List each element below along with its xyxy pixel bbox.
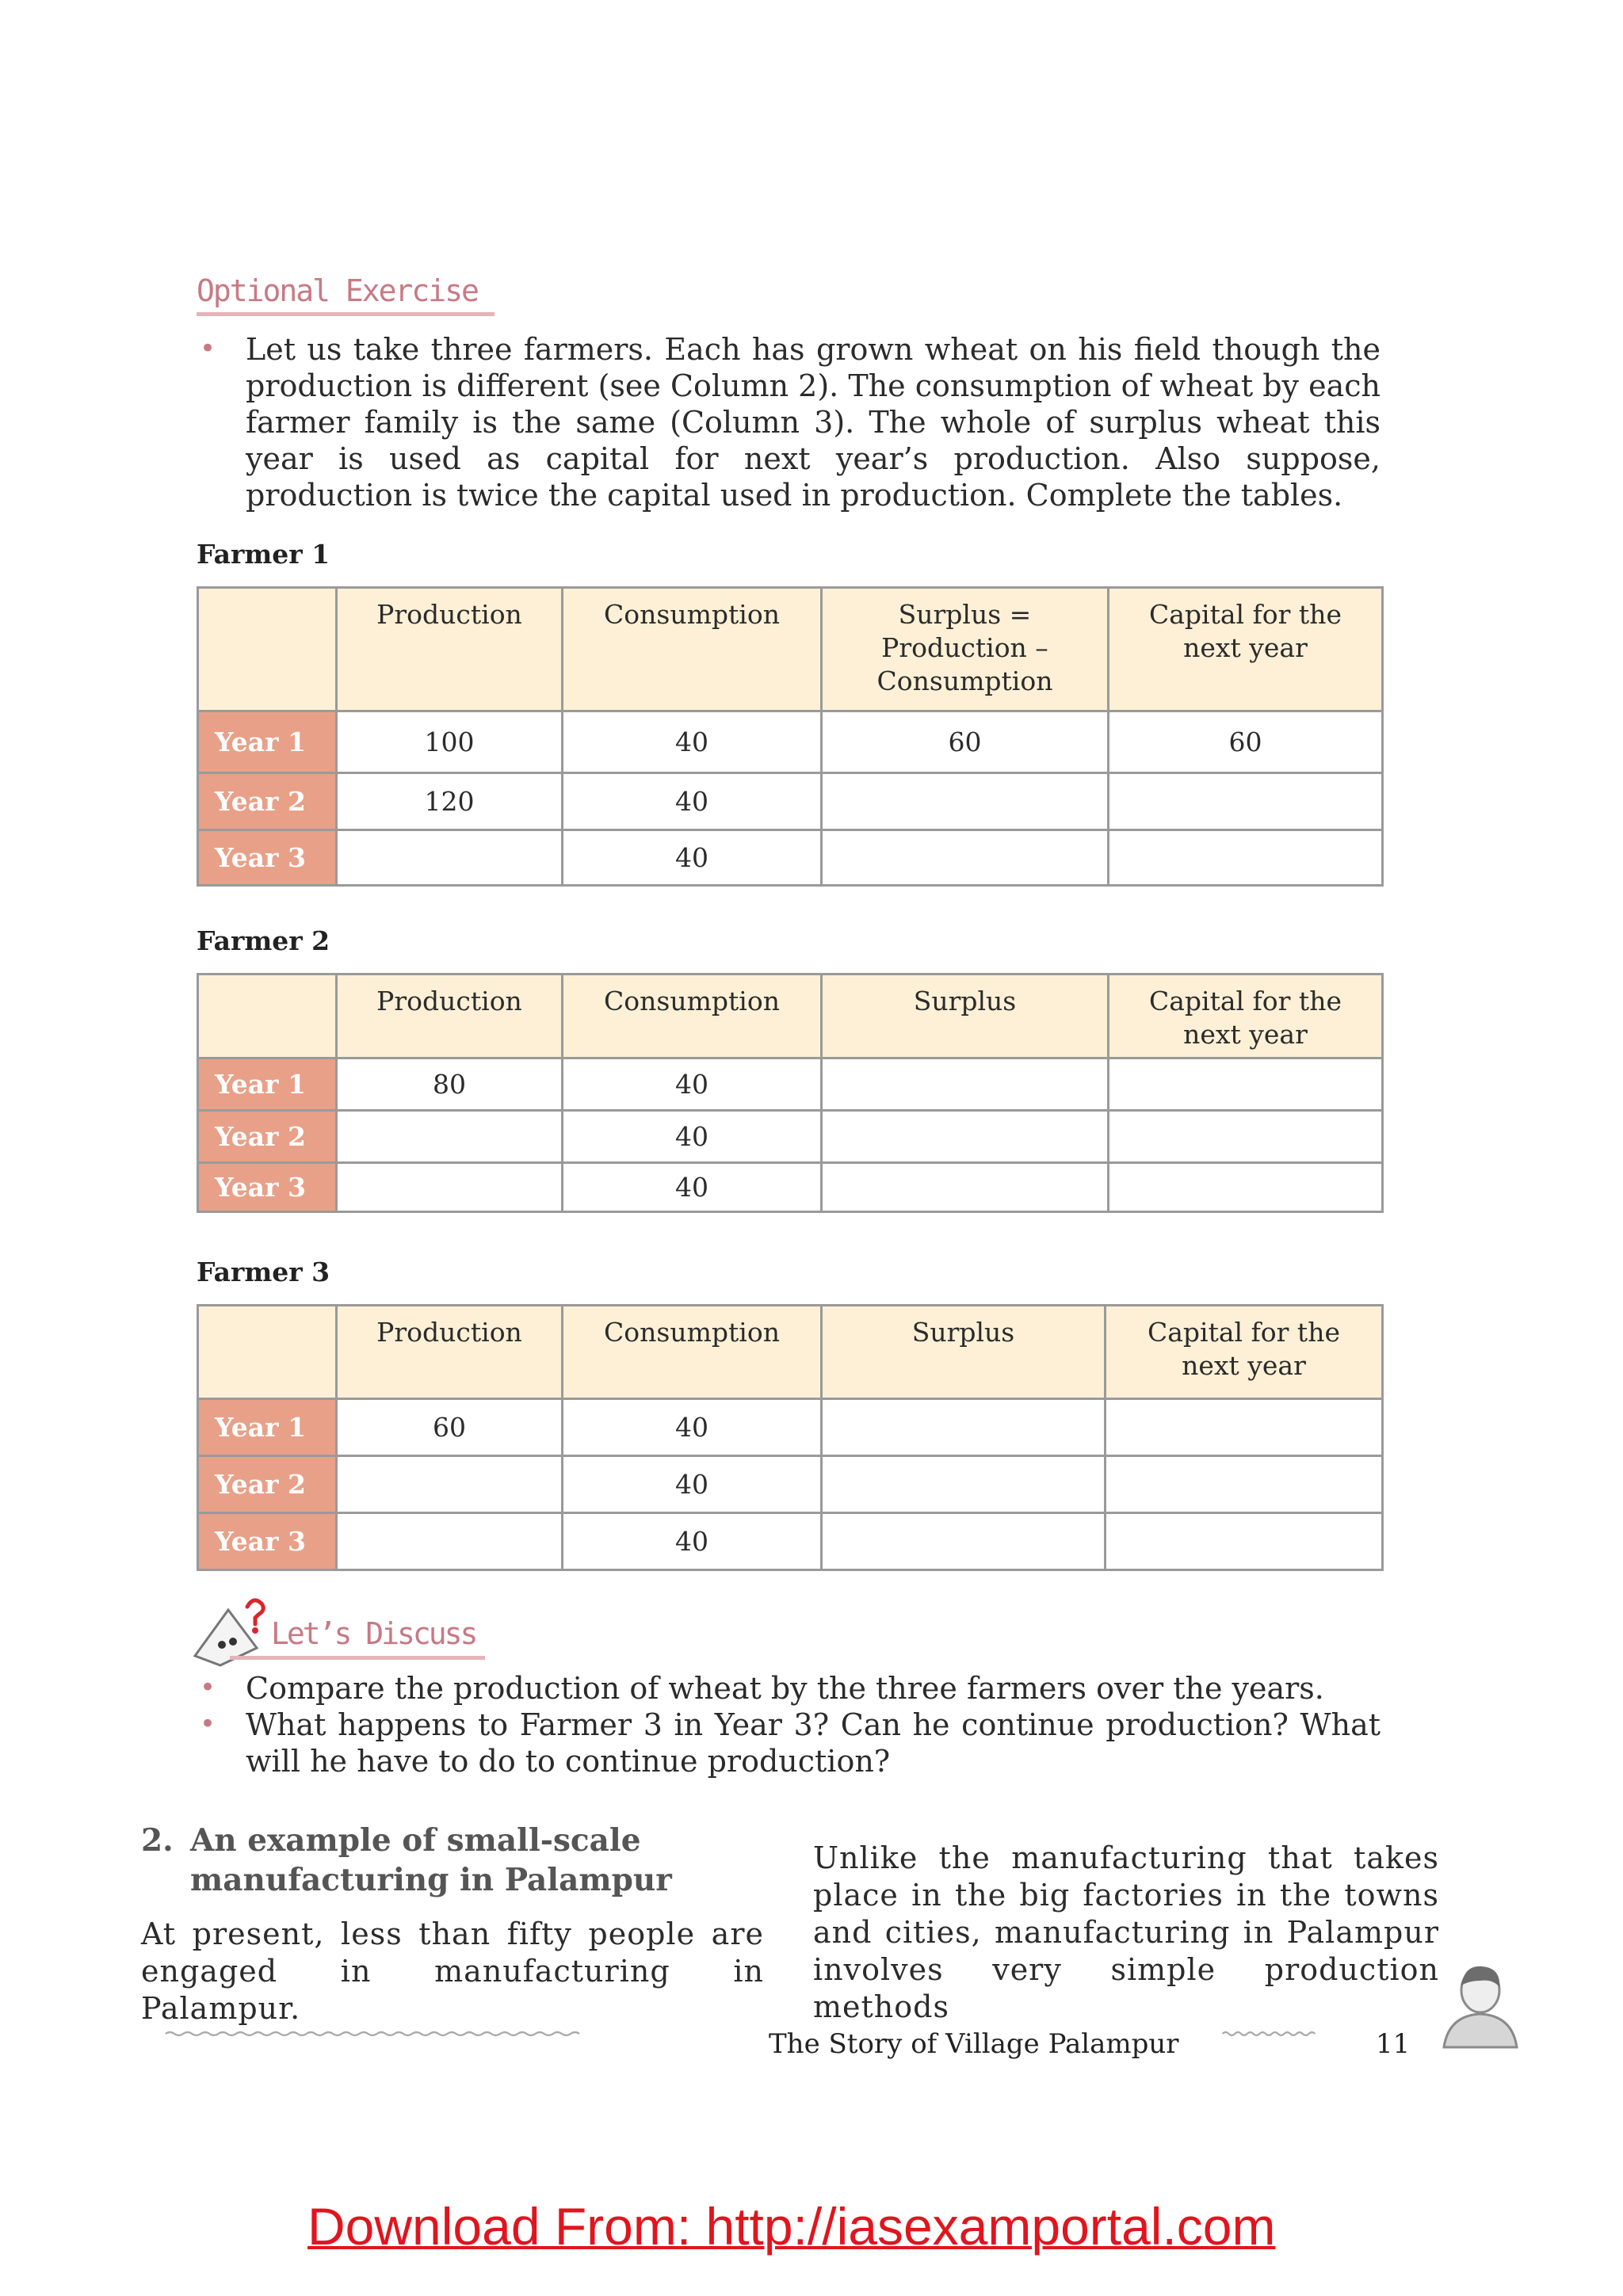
- cell-capital: [1106, 1456, 1383, 1513]
- cell-surplus: [822, 1111, 1109, 1163]
- section2-number: 2.: [141, 1822, 174, 1859]
- section2-heading-line1: An example of small-scale: [190, 1822, 641, 1859]
- row-label: Year 1: [198, 1399, 337, 1456]
- cell-consumption: 40: [563, 1399, 822, 1456]
- cell-surplus: [822, 773, 1109, 830]
- footer-right-ornament: [1186, 2030, 1352, 2038]
- header-consumption: Consumption: [563, 1306, 822, 1399]
- table-row: [198, 1399, 1383, 1456]
- optional-exercise-label: Optional Exercise: [197, 273, 478, 308]
- optional-exercise-rule: [197, 312, 495, 316]
- cell-production: [337, 1513, 563, 1570]
- cell-surplus: [822, 1399, 1106, 1456]
- cell-surplus: 60: [822, 711, 1109, 773]
- row-label: Year 2: [198, 773, 337, 830]
- cell-consumption: 40: [563, 1456, 822, 1513]
- header-capital: Capital for the next year: [1109, 588, 1383, 711]
- farmer3-title: Farmer 3: [197, 1257, 330, 1287]
- cell-capital: [1109, 1111, 1383, 1163]
- cell-consumption: 40: [563, 1163, 822, 1212]
- cell-consumption: 40: [563, 711, 822, 773]
- download-link[interactable]: Download From: http://iasexamportal.com: [307, 2197, 1276, 2256]
- section2-left-text: At present, less than fifty people are engaged in manufacturing in Palampur.: [141, 1917, 764, 2026]
- cell-capital: [1109, 1163, 1383, 1212]
- header-capital: Capital for the next year: [1106, 1306, 1383, 1399]
- footer-left-ornament: [0, 2030, 745, 2038]
- cell-production: [337, 830, 563, 886]
- row-label: Year 1: [198, 1058, 337, 1111]
- discuss-bullet-2: What happens to Farmer 3 in Year 3? Can he continue production? What will he have to do to continue production?: [246, 1707, 1381, 1779]
- footer-book-title: The Story of Village Palampur: [769, 2028, 1179, 2060]
- table-row: [198, 1456, 1383, 1513]
- cell-capital: 60: [1109, 711, 1383, 773]
- cell-capital: [1109, 1058, 1383, 1111]
- farmer1-title: Farmer 1: [197, 539, 330, 570]
- farmer2-title: Farmer 2: [197, 925, 330, 956]
- farmer1-table: [197, 586, 1384, 887]
- cell-capital: [1109, 830, 1383, 886]
- row-label: Year 2: [198, 1111, 337, 1163]
- section2-heading-line2: manufacturing in Palampur: [190, 1862, 672, 1898]
- section2-right-text: Unlike the manufacturing that takes place in the big factories in the towns and cities, manufacturing in Palampur involves very simple production methods: [813, 1840, 1439, 2024]
- discuss-bullet-1: Compare the production of wheat by the three farmers over the years.: [246, 1671, 1324, 1706]
- cell-consumption: 40: [563, 1513, 822, 1570]
- table-row: [198, 830, 1383, 886]
- cell-surplus: [822, 1513, 1106, 1570]
- cell-surplus: [822, 830, 1109, 886]
- cell-capital: [1109, 773, 1383, 830]
- table-row: [198, 1111, 1383, 1163]
- row-label: Year 3: [198, 1513, 337, 1570]
- cell-production: [337, 1111, 563, 1163]
- corner-cell: [198, 588, 337, 711]
- cell-consumption: 40: [563, 773, 822, 830]
- row-label: Year 3: [198, 1163, 337, 1212]
- lets-discuss-rule: [230, 1656, 485, 1660]
- table-row: [198, 1513, 1383, 1570]
- table-row: [198, 1163, 1383, 1212]
- farmer3-table: [197, 1304, 1384, 1571]
- row-label: Year 1: [198, 711, 337, 773]
- header-consumption: Consumption: [563, 974, 822, 1058]
- cell-surplus: [822, 1163, 1109, 1212]
- header-production: Production: [337, 974, 563, 1058]
- cell-surplus: [822, 1456, 1106, 1513]
- header-surplus: Surplus: [822, 974, 1109, 1058]
- lets-discuss-label: Let’s Discuss: [271, 1616, 476, 1651]
- cell-production: [337, 1456, 563, 1513]
- farmer2-table: [197, 973, 1384, 1213]
- bullet-icon: •: [200, 333, 216, 364]
- bullet-icon: •: [200, 1708, 216, 1740]
- cell-production: 60: [337, 1399, 563, 1456]
- header-capital: Capital for the next year: [1109, 974, 1383, 1058]
- cell-consumption: 40: [563, 830, 822, 886]
- cell-consumption: 40: [563, 1058, 822, 1111]
- cell-consumption: 40: [563, 1111, 822, 1163]
- header-surplus: Surplus = Production – Consumption: [822, 588, 1109, 711]
- header-surplus: Surplus: [822, 1306, 1106, 1399]
- header-consumption: Consumption: [563, 588, 822, 711]
- corner-cell: [198, 974, 337, 1058]
- cell-production: [337, 1163, 563, 1212]
- table-row: [198, 1058, 1383, 1111]
- row-label: Year 3: [198, 830, 337, 886]
- header-production: Production: [337, 588, 563, 711]
- page-number: 11: [1376, 2028, 1411, 2060]
- boy-avatar-icon: [1433, 1957, 1528, 2052]
- cell-production: 80: [337, 1058, 563, 1111]
- header-production: Production: [337, 1306, 563, 1399]
- cell-capital: [1106, 1399, 1383, 1456]
- cell-surplus: [822, 1058, 1109, 1111]
- table-row: [198, 711, 1383, 773]
- corner-cell: [198, 1306, 337, 1399]
- cell-production: 120: [337, 773, 563, 830]
- cell-capital: [1106, 1513, 1383, 1570]
- cell-production: 100: [337, 711, 563, 773]
- optional-exercise-text: Let us take three farmers. Each has grown wheat on his field though the production is different (see Column 2). The consumption of wheat by each farmer family is the same (Column 3). The whole of surplus wheat this year is used as capital for next year’s production. Also suppose, production is twice the capital used in production. Complete the tables.: [246, 332, 1381, 513]
- bullet-icon: •: [200, 1672, 216, 1703]
- row-label: Year 2: [198, 1456, 337, 1513]
- table-row: [198, 773, 1383, 830]
